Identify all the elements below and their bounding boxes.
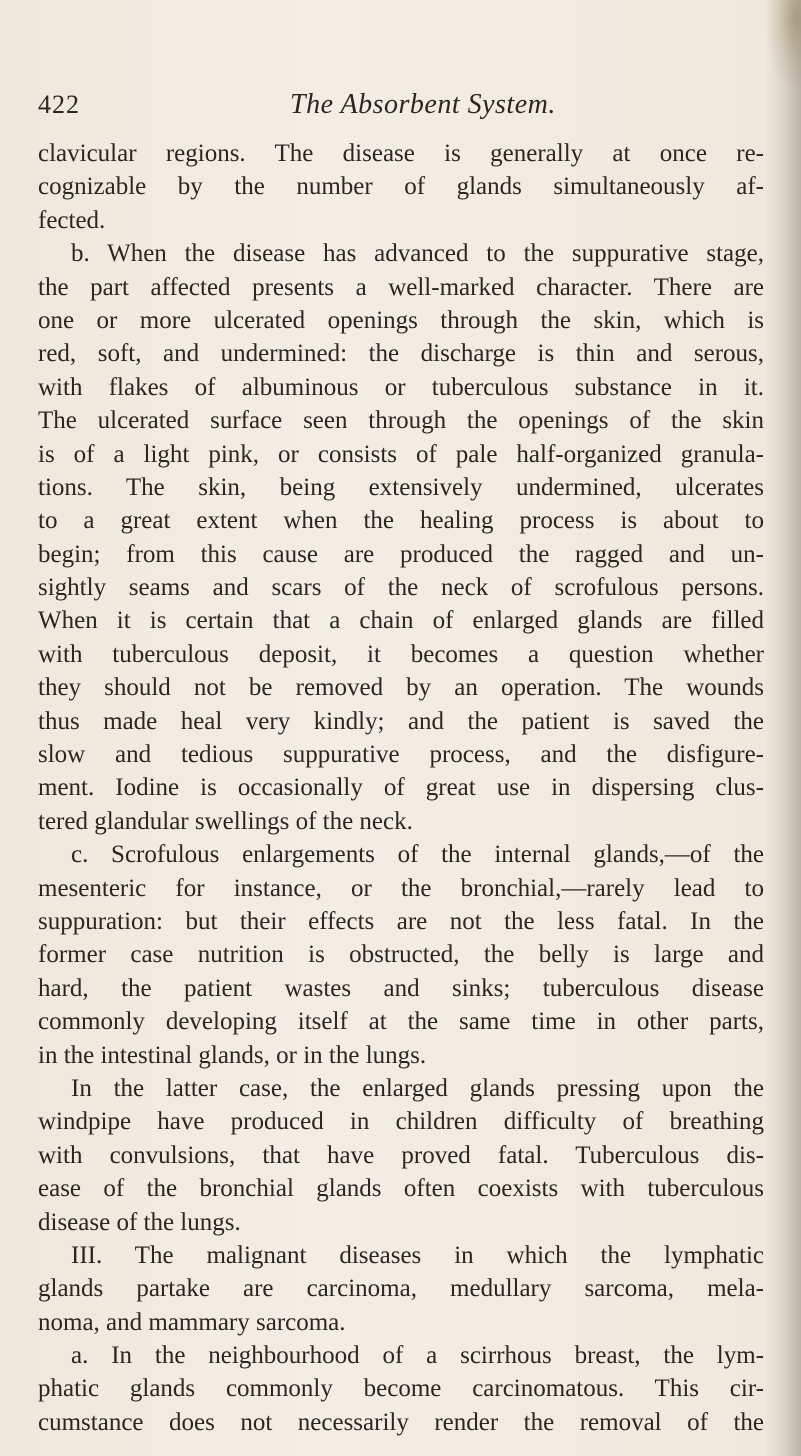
text-line: The ulcerated surface seen through the openings of the skin <box>38 407 764 435</box>
text-line: cumstance does not necessarily render the removal of the <box>38 1408 764 1436</box>
page-edge-shadow <box>765 0 801 1456</box>
text-line: ment. Iodine is occasionally of great use in dispersing clus- <box>38 774 764 802</box>
text-line: windpipe have produced in children difficulty of breathing <box>38 1108 764 1136</box>
text-line: with convulsions, that have proved fatal. Tuberculous dis- <box>38 1141 764 1169</box>
text-line: III. The malignant diseases in which the lymphatic <box>71 1241 764 1269</box>
text-line: they should not be removed by an operation. The wounds <box>38 674 764 702</box>
text-line: glands partake are carcinoma, medullary sarcoma, mela- <box>38 1275 764 1303</box>
page-stain <box>767 0 801 90</box>
text-line: commonly developing itself at the same time in other parts, <box>38 1008 764 1036</box>
text-line: in the intestinal glands, or in the lungs. <box>38 1041 427 1069</box>
text-line: tions. The skin, being extensively undermined, ulcerates <box>38 473 764 501</box>
text-line: begin; from this cause are produced the ragged and un- <box>38 540 764 568</box>
page-header <box>38 90 728 130</box>
text-line: fected. <box>38 206 106 234</box>
text-line: one or more ulcerated openings through the skin, which is <box>38 306 764 334</box>
text-line: is of a light pink, or consists of pale half-organized granula- <box>38 440 764 468</box>
text-line: clavicular regions. The disease is generally at once re- <box>38 140 764 167</box>
text-line: noma, and mammary sarcoma. <box>38 1308 346 1336</box>
body-text <box>38 137 764 1439</box>
text-line: red, soft, and undermined: the discharge is thin and serous, <box>38 340 764 368</box>
text-line: c. Scrofulous enlargements of the internal glands,—of the <box>71 841 764 869</box>
text-line: former case nutrition is obstructed, the belly is large and <box>38 941 764 969</box>
page-number: 422 <box>38 90 80 119</box>
text-line: phatic glands commonly become carcinomatous. This cir- <box>38 1375 764 1403</box>
text-line: hard, the patient wastes and sinks; tuberculous disease <box>38 974 764 1002</box>
text-line: with tuberculous deposit, it becomes a question whether <box>38 640 764 668</box>
text-line: with flakes of albuminous or tuberculous substance in it. <box>38 373 764 401</box>
text-line: the part affected presents a well-marked character. There are <box>38 273 764 301</box>
text-line: suppuration: but their effects are not the less fatal. In the <box>38 907 764 935</box>
text-line: tered glandular swellings of the neck. <box>38 807 413 835</box>
text-line: b. When the disease has advanced to the suppurative stage, <box>71 240 764 268</box>
text-line: When it is certain that a chain of enlarged glands are filled <box>38 607 764 635</box>
text-line: a. In the neighbourhood of a scirrhous breast, the lym- <box>71 1342 764 1370</box>
text-line: to a great extent when the healing process is about to <box>38 507 764 535</box>
text-line: slow and tedious suppurative process, and the disfigure- <box>38 741 764 769</box>
text-line: sightly seams and scars of the neck of scrofulous persons. <box>38 574 764 602</box>
text-line: cognizable by the number of glands simultaneously af- <box>38 173 764 201</box>
running-title: The Absorbent System. <box>290 89 556 120</box>
text-line: disease of the lungs. <box>38 1208 241 1236</box>
text-line: ease of the bronchial glands often coexists with tuberculous <box>38 1175 764 1203</box>
text-line: In the latter case, the enlarged glands pressing upon the <box>71 1074 764 1102</box>
text-line: thus made heal very kindly; and the patient is saved the <box>38 707 764 735</box>
text-line: mesenteric for instance, or the bronchial,—rarely lead to <box>38 874 764 902</box>
